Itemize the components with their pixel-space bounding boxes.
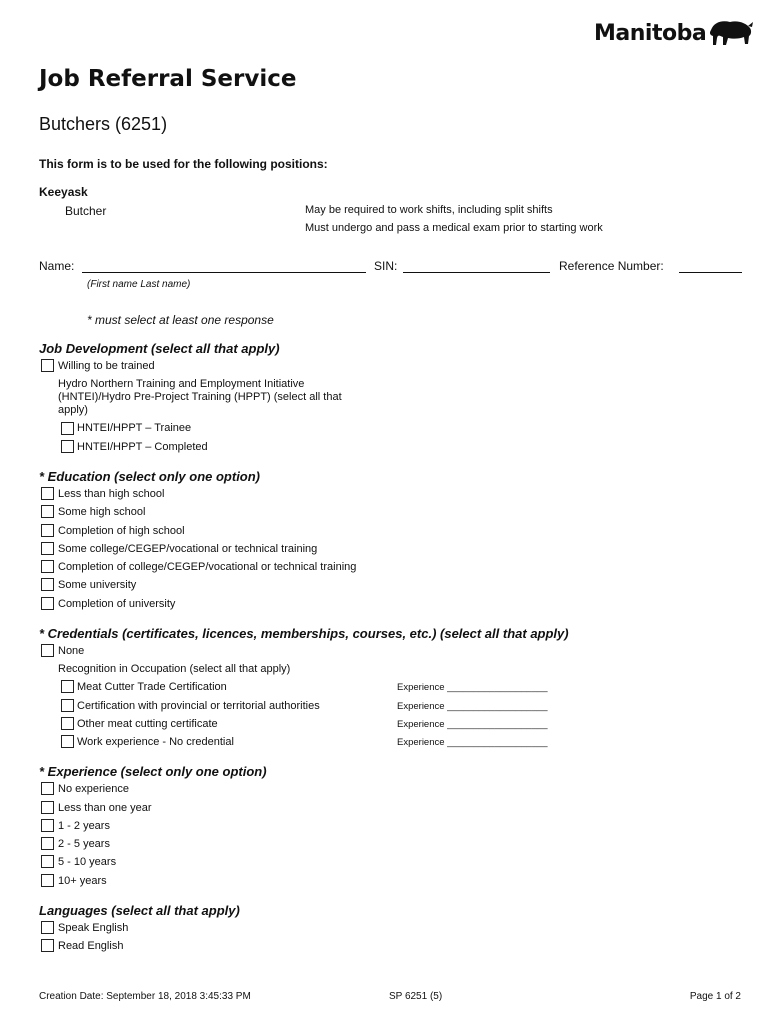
- experience-checkbox[interactable]: [41, 801, 54, 814]
- credential-checkbox[interactable]: [61, 680, 74, 693]
- reference-number-label: Reference Number:: [559, 259, 664, 273]
- experience-checkbox[interactable]: [41, 855, 54, 868]
- credential-option: Meat Cutter Trade Certification: [77, 681, 227, 693]
- bison-icon: [708, 18, 754, 48]
- experience-field[interactable]: Experience ___________________: [397, 737, 548, 748]
- creation-date: Creation Date: September 18, 2018 3:45:33 PM: [39, 991, 251, 1002]
- credential-checkbox[interactable]: [61, 735, 74, 748]
- required-note: * must select at least one response: [87, 313, 274, 327]
- credential-checkbox[interactable]: [61, 699, 74, 712]
- credential-option: Certification with provincial or territorial authorities: [77, 700, 320, 712]
- requirement-2: Must undergo and pass a medical exam prior to starting work: [305, 222, 603, 234]
- credentials-heading: * Credentials (certificates, licences, memberships, courses, etc.) (select all that apply): [39, 626, 569, 641]
- education-option: Completion of college/CEGEP/vocational or technical training: [58, 561, 357, 573]
- name-hint: (First name Last name): [87, 279, 191, 290]
- sin-field[interactable]: [403, 272, 550, 273]
- experience-checkbox[interactable]: [41, 874, 54, 887]
- experience-option: 1 - 2 years: [58, 820, 110, 832]
- experience-checkbox[interactable]: [41, 782, 54, 795]
- credentials-none-checkbox[interactable]: [41, 644, 54, 657]
- hntei-completed-label: HNTEI/HPPT – Completed: [77, 441, 208, 453]
- education-option: Completion of university: [58, 598, 176, 610]
- education-checkbox[interactable]: [41, 560, 54, 573]
- education-option: Some university: [58, 579, 137, 591]
- intro-text: This form is to be used for the following positions:: [39, 157, 328, 171]
- education-checkbox[interactable]: [41, 524, 54, 537]
- reference-number-field[interactable]: [679, 272, 742, 273]
- education-checkbox[interactable]: [41, 505, 54, 518]
- language-checkbox[interactable]: [41, 921, 54, 934]
- education-heading: * Education (select only one option): [39, 469, 261, 484]
- education-option: Some high school: [58, 506, 146, 518]
- education-option: Less than high school: [58, 488, 165, 500]
- recognition-label: Recognition in Occupation (select all that apply): [58, 663, 291, 675]
- language-checkbox[interactable]: [41, 939, 54, 952]
- credentials-none-label: None: [58, 645, 85, 657]
- experience-option: No experience: [58, 783, 129, 795]
- experience-field[interactable]: Experience ___________________: [397, 682, 548, 693]
- experience-field[interactable]: Experience ___________________: [397, 719, 548, 730]
- experience-option: Less than one year: [58, 802, 152, 814]
- manitoba-logo: [594, 18, 754, 48]
- language-option: Read English: [58, 940, 124, 952]
- willing-to-be-trained-checkbox[interactable]: [41, 359, 54, 372]
- hntei-description-line-1: Hydro Northern Training and Employment Initiative: [58, 378, 305, 390]
- experience-checkbox[interactable]: [41, 819, 54, 832]
- experience-option: 2 - 5 years: [58, 838, 110, 850]
- language-option: Speak English: [58, 922, 129, 934]
- education-option: Completion of high school: [58, 525, 185, 537]
- page-number: Page 1 of 2: [689, 991, 741, 1002]
- education-checkbox[interactable]: [41, 542, 54, 555]
- location-label: Keeyask: [39, 185, 88, 199]
- hntei-description-line-2: (HNTEI)/Hydro Pre-Project Training (HPPT) (select all that: [58, 391, 342, 403]
- experience-heading: * Experience (select only one option): [39, 764, 267, 779]
- hntei-completed-checkbox[interactable]: [61, 440, 74, 453]
- hntei-description-line-3: apply): [58, 404, 88, 416]
- credential-option: Other meat cutting certificate: [77, 718, 218, 730]
- requirement-1: May be required to work shifts, including split shifts: [305, 204, 553, 216]
- education-checkbox[interactable]: [41, 597, 54, 610]
- experience-option: 10+ years: [58, 875, 107, 887]
- credential-option: Work experience - No credential: [77, 736, 234, 748]
- credential-checkbox[interactable]: [61, 717, 74, 730]
- education-option: Some college/CEGEP/vocational or technical training: [58, 543, 318, 555]
- logo-text: Manitoba: [594, 20, 707, 46]
- sin-label: SIN:: [374, 259, 398, 273]
- education-checkbox[interactable]: [41, 578, 54, 591]
- form-code: SP 6251 (5): [389, 991, 443, 1002]
- willing-to-be-trained-label: Willing to be trained: [58, 360, 155, 372]
- hntei-trainee-label: HNTEI/HPPT – Trainee: [77, 422, 192, 434]
- page-title: Job Referral Service: [39, 66, 297, 92]
- job-development-heading: Job Development (select all that apply): [39, 341, 280, 356]
- name-label: Name:: [39, 259, 75, 273]
- experience-field[interactable]: Experience ___________________: [397, 701, 548, 712]
- name-field[interactable]: [82, 272, 366, 273]
- languages-heading: Languages (select all that apply): [39, 903, 240, 918]
- experience-option: 5 - 10 years: [58, 856, 117, 868]
- position-label: Butcher: [65, 204, 107, 218]
- page-subtitle: Butchers (6251): [39, 114, 168, 134]
- hntei-trainee-checkbox[interactable]: [61, 422, 74, 435]
- experience-checkbox[interactable]: [41, 837, 54, 850]
- education-checkbox[interactable]: [41, 487, 54, 500]
